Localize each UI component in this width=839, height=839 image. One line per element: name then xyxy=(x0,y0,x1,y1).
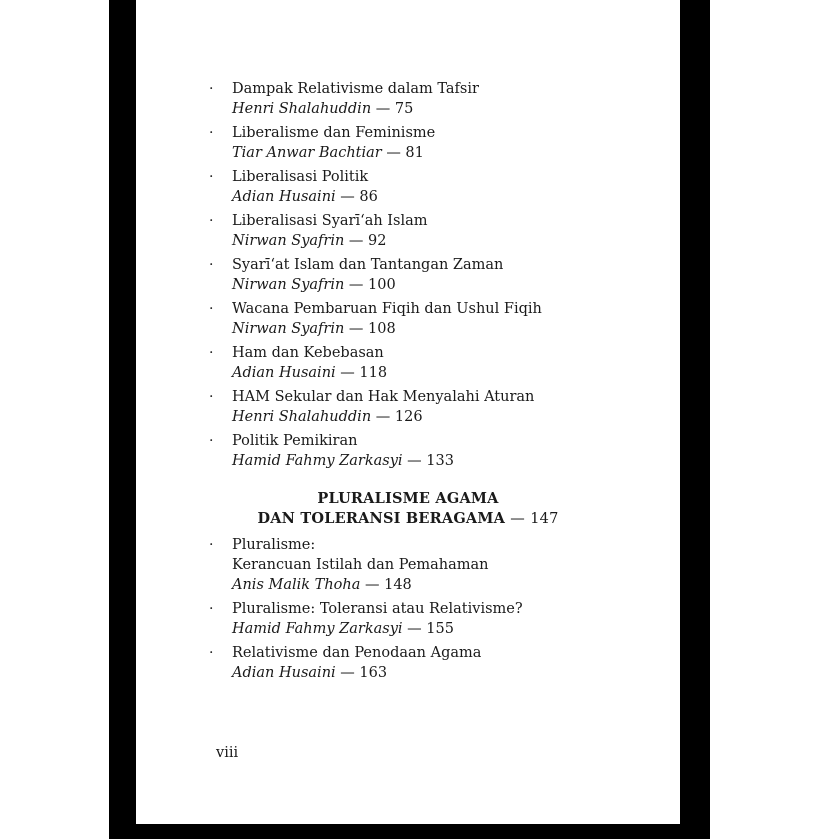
section-heading-line1: PLURALISME AGAMA xyxy=(317,490,499,507)
entry-subtitle: Kerancuan Istilah dan Pemahaman xyxy=(232,557,489,573)
toc-entry xyxy=(136,343,680,383)
toc-entry xyxy=(136,255,680,295)
entry-author: Adian Husaini xyxy=(232,665,336,681)
bullet-dot-icon: · xyxy=(209,169,214,185)
bullet-dot-icon: · xyxy=(209,433,214,449)
toc-entry xyxy=(136,211,680,251)
entry-author: Anis Malik Thoha xyxy=(232,577,361,593)
entry-title: Pluralisme: Toleransi atau Relativisme? xyxy=(232,601,523,617)
bullet-dot-icon: · xyxy=(209,345,214,361)
entry-title: Wacana Pembaruan Fiqih dan Ushul Fiqih xyxy=(232,301,542,317)
frame-right-edge xyxy=(680,0,710,839)
entry-author: Hamid Fahmy Zarkasyi xyxy=(232,453,403,469)
page-folio: viii xyxy=(216,745,239,761)
book-page xyxy=(136,0,680,824)
entry-page-number: 108 xyxy=(368,321,396,337)
entry-author: Henri Shalahuddin xyxy=(232,409,372,425)
entry-author: Nirwan Syafrin xyxy=(232,321,345,337)
toc-entry xyxy=(136,535,680,595)
toc-entry xyxy=(136,599,680,639)
entry-title: Dampak Relativisme dalam Tafsir xyxy=(232,81,479,97)
entry-page-number: 148 xyxy=(384,577,412,593)
section-page-number: 147 xyxy=(530,511,559,527)
dash: — xyxy=(340,189,355,205)
dash: — xyxy=(510,511,525,527)
entry-title: HAM Sekular dan Hak Menyalahi Aturan xyxy=(232,389,535,405)
entry-page-number: 118 xyxy=(359,365,388,381)
dash: — xyxy=(365,577,380,593)
entry-author-line xyxy=(232,363,680,383)
entry-author: Nirwan Syafrin xyxy=(232,277,345,293)
bullet-dot-icon: · xyxy=(209,81,214,97)
dash: — xyxy=(348,233,364,249)
entry-author-line xyxy=(232,451,680,471)
entry-author-line xyxy=(232,231,680,251)
toc-entry xyxy=(136,643,680,683)
entry-author: Adian Husaini xyxy=(232,189,336,205)
entry-title: Liberalisme dan Feminisme xyxy=(232,125,436,141)
dash: — xyxy=(386,145,401,161)
toc-entry xyxy=(136,123,680,163)
entry-author-line xyxy=(232,187,680,207)
entry-author-line xyxy=(232,319,680,339)
entry-author-line xyxy=(232,575,680,595)
bullet-dot-icon: · xyxy=(209,601,214,617)
bullet-dot-icon: · xyxy=(209,537,214,553)
bullet-dot-icon: · xyxy=(209,257,214,273)
entry-author-line xyxy=(232,275,680,295)
entry-page-number: 126 xyxy=(394,409,423,425)
entry-title: Relativisme dan Penodaan Agama xyxy=(232,645,482,661)
toc-entry xyxy=(136,387,680,427)
dash: — xyxy=(340,665,355,681)
entry-page-number: 100 xyxy=(368,277,396,293)
entry-author: Nirwan Syafrin xyxy=(232,233,345,249)
entry-author: Adian Husaini xyxy=(232,365,336,381)
entry-page-number: 155 xyxy=(426,621,454,637)
entry-author: Henri Shalahuddin xyxy=(232,101,372,117)
bullet-dot-icon: · xyxy=(209,645,214,661)
bullet-dot-icon: · xyxy=(209,213,214,229)
dash: — xyxy=(348,277,364,293)
frame-left-edge xyxy=(109,0,136,839)
table-of-contents xyxy=(136,79,680,687)
entry-page-number: 75 xyxy=(394,101,414,117)
dash: — xyxy=(407,453,422,469)
entry-title: Liberalisasi Politik xyxy=(232,169,369,185)
entry-author-line xyxy=(232,663,680,683)
toc-entry xyxy=(136,167,680,207)
entry-page-number: 81 xyxy=(405,145,424,161)
entry-title: Pluralisme: xyxy=(232,537,316,553)
entry-author-line xyxy=(232,407,680,427)
bullet-dot-icon: · xyxy=(209,125,214,141)
toc-entry xyxy=(136,431,680,471)
dash: — xyxy=(407,621,422,637)
entry-page-number: 133 xyxy=(426,453,454,469)
section-heading-line2-wrap xyxy=(136,509,680,529)
entry-author-line xyxy=(232,619,680,639)
bullet-dot-icon: · xyxy=(209,389,214,405)
entry-page-number: 92 xyxy=(368,233,387,249)
dash: — xyxy=(375,101,391,117)
toc-entry xyxy=(136,299,680,339)
dash: — xyxy=(348,321,364,337)
entry-title: Syarī‘at Islam dan Tantangan Zaman xyxy=(232,257,504,273)
entry-author-line xyxy=(232,99,680,119)
entry-author: Hamid Fahmy Zarkasyi xyxy=(232,621,403,637)
entry-author: Tiar Anwar Bachtiar xyxy=(232,145,382,161)
entry-title: Liberalisasi Syarī‘ah Islam xyxy=(232,213,428,229)
entry-page-number: 86 xyxy=(359,189,378,205)
dash: — xyxy=(375,409,391,425)
frame-bottom-edge xyxy=(109,824,710,839)
entry-author-line xyxy=(232,143,680,163)
section-heading-line2: DAN TOLERANSI BERAGAMA xyxy=(257,510,506,527)
dash: — xyxy=(340,365,355,381)
section-heading xyxy=(136,489,680,529)
bullet-dot-icon: · xyxy=(209,301,214,317)
entry-page-number: 163 xyxy=(359,665,388,681)
entry-title: Politik Pemikiran xyxy=(232,433,358,449)
toc-entry xyxy=(136,79,680,119)
entry-title: Ham dan Kebebasan xyxy=(232,345,384,361)
